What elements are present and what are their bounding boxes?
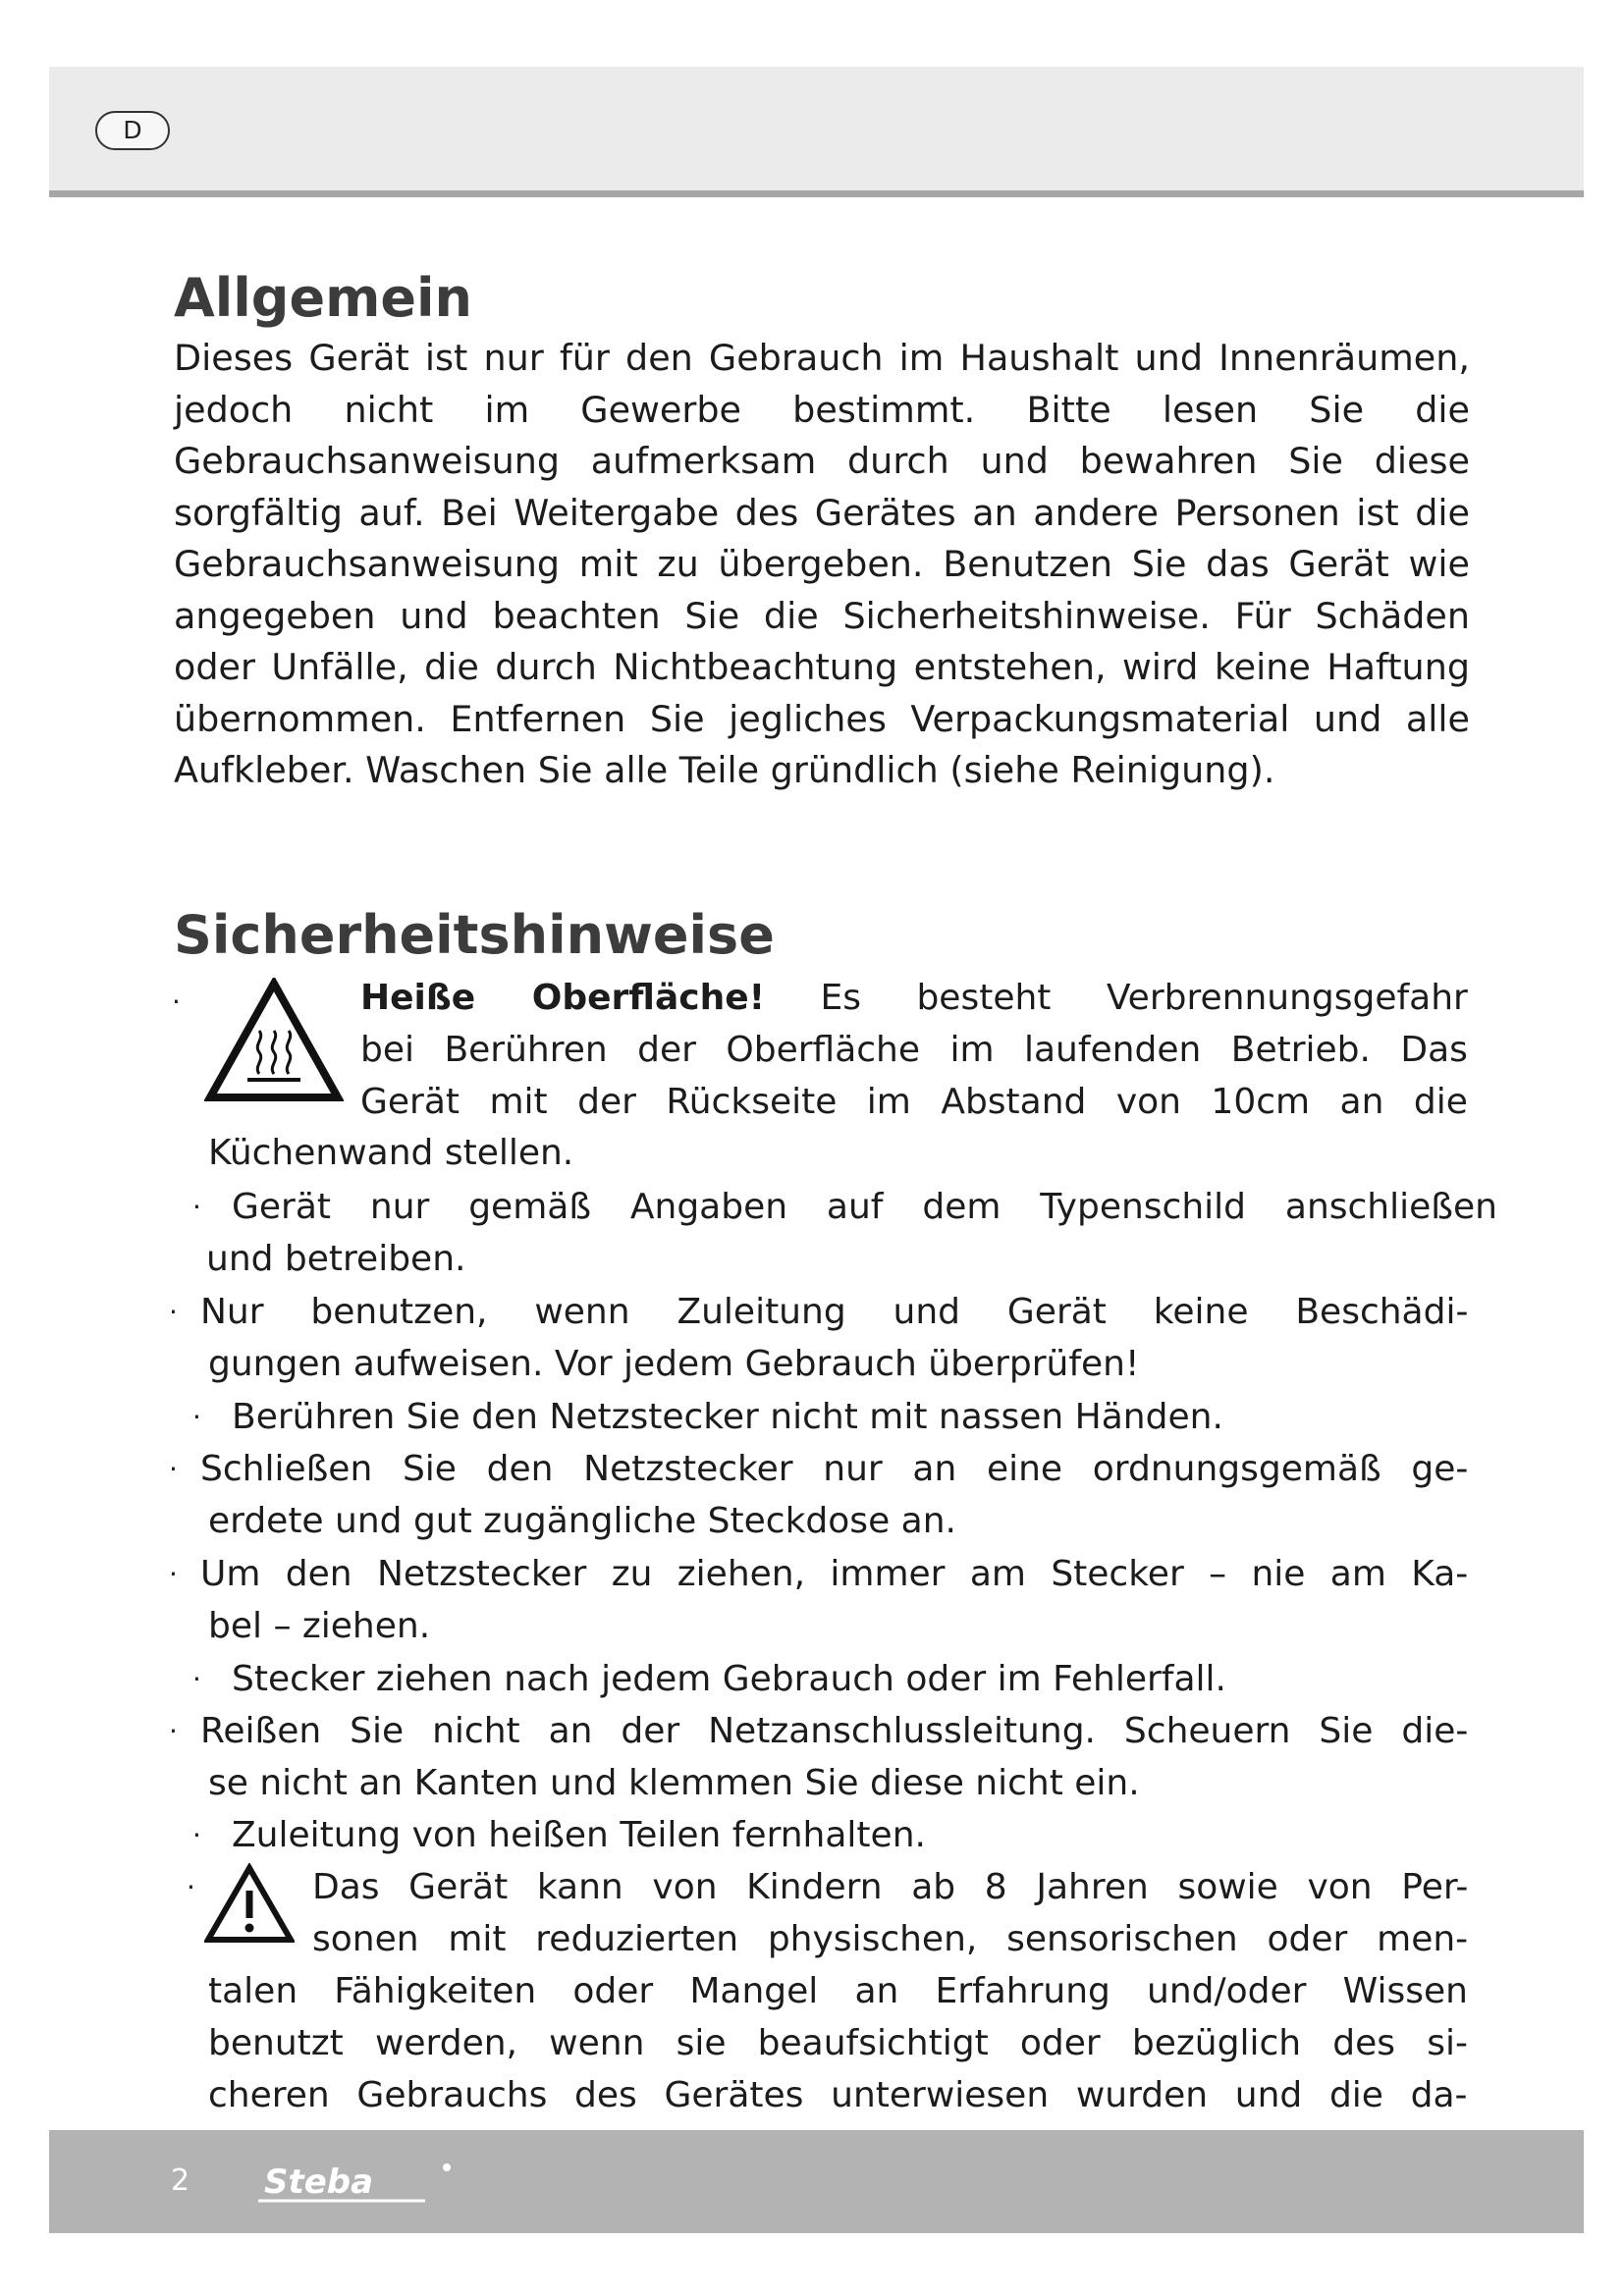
safety-item-5-line-2: erdete und gut zugängliche Steckdose an. bbox=[208, 1501, 956, 1541]
list-bullet: · bbox=[169, 1296, 178, 1328]
safety-item-1-line-2: bei Berühren der Oberfläche im laufenden Betrieb. Das bbox=[360, 1030, 1468, 1070]
exclamation-warning-icon bbox=[204, 1863, 295, 1944]
page-footer bbox=[49, 2130, 1584, 2233]
safety-item-10-line-2: sonen mit reduzierten physischen, sensorischen oder men- bbox=[312, 1919, 1469, 1959]
safety-item-9-line-1: Zuleitung von heißen Teilen fernhalten. bbox=[232, 1815, 926, 1855]
list-bullet: · bbox=[192, 1663, 201, 1695]
safety-item-1-line-4: Küchenwand stellen. bbox=[208, 1133, 574, 1173]
heading-sicherheitshinweise: Sicherheitshinweise bbox=[174, 904, 775, 966]
heading-allgemein: Allgemein bbox=[174, 267, 472, 329]
safety-item-2-line-1: Gerät nur gemäß Angaben auf dem Typenschild anschließen bbox=[232, 1187, 1497, 1227]
safety-item-10-line-3: talen Fähigkeiten oder Mangel an Erfahrung und/oder Wissen bbox=[208, 1971, 1468, 2011]
list-bullet: · bbox=[169, 1715, 178, 1747]
list-bullet: · bbox=[169, 1558, 178, 1590]
list-bullet: · bbox=[169, 1453, 178, 1485]
list-bullet: · bbox=[192, 1819, 201, 1851]
safety-item-10-line-4: benutzt werden, wenn sie beaufsichtigt oder bezüglich des si- bbox=[208, 2023, 1468, 2063]
hot-surface-text: Es besteht Verbrennungsgefahr bbox=[765, 978, 1468, 1018]
safety-item-5-line-1: Schließen Sie den Netzstecker nur an eine ordnungsgemäß ge- bbox=[200, 1449, 1469, 1489]
safety-item-7-line-1: Stecker ziehen nach jedem Gebrauch oder im Fehlerfall. bbox=[232, 1659, 1226, 1699]
list-bullet: · bbox=[187, 1871, 195, 1903]
list-bullet: · bbox=[192, 1401, 201, 1433]
page-number: 2 bbox=[171, 2163, 190, 2198]
safety-item-10-line-1: Das Gerät kann von Kindern ab 8 Jahren sowie von Per- bbox=[312, 1867, 1469, 1907]
page-header bbox=[49, 67, 1584, 197]
steba-logo-text: Steba bbox=[264, 2163, 374, 2202]
safety-list bbox=[0, 972, 1624, 2130]
safety-item-8-line-2: se nicht an Kanten und klemmen Sie diese nicht ein. bbox=[208, 1763, 1140, 1803]
paragraph-allgemein: Dieses Gerät ist nur für den Gebrauch im Haushalt und Innenräumen, jedoch nicht im Gewerbe bestimmt. Bitte lesen Sie die Gebrauchsanweisung aufmerksam durch und bewahren Sie diese sorgfältig auf. Bei Weitergabe des Gerätes an andere Personen ist die Gebrauchsanweisung mit zu übergeben. Benutzen Sie das Gerät wie angegeben und beachten Sie die Sicherheitshinweise. Für Schäden oder Unfälle, die durch Nichtbeachtung entstehen, wird keine Haftung übernommen. Entfernen Sie jegliches Verpackungsmaterial und alle Aufkleber. Waschen Sie alle Teile gründlich (siehe Reinigung). bbox=[174, 337, 1470, 791]
list-bullet: · bbox=[192, 1191, 201, 1223]
safety-item-3-line-2: gungen aufweisen. Vor jedem Gebrauch überprüfen! bbox=[208, 1344, 1140, 1384]
hot-surface-warning-icon bbox=[204, 978, 344, 1103]
safety-item-6-line-2: bel – ziehen. bbox=[208, 1606, 431, 1646]
safety-item-10-line-5: cheren Gebrauchs des Gerätes unterwiesen wurden und die da- bbox=[208, 2075, 1468, 2115]
language-badge: D bbox=[95, 111, 170, 150]
safety-item-4-line-1: Berühren Sie den Netzstecker nicht mit nassen Händen. bbox=[232, 1397, 1223, 1437]
steba-logo bbox=[258, 2158, 474, 2213]
safety-item-2-line-2: und betreiben. bbox=[206, 1239, 466, 1279]
safety-item-3-line-1: Nur benutzen, wenn Zuleitung und Gerät keine Beschädi- bbox=[200, 1292, 1469, 1332]
hot-surface-label: Heiße Oberfläche! bbox=[360, 978, 766, 1018]
list-bullet: · bbox=[172, 986, 181, 1018]
safety-item-8-line-1: Reißen Sie nicht an der Netzanschlussleitung. Scheuern Sie die- bbox=[200, 1711, 1469, 1751]
safety-item-1-line-1 bbox=[360, 972, 1468, 1024]
safety-item-1-line-3: Gerät mit der Rückseite im Abstand von 10cm an die bbox=[360, 1082, 1468, 1122]
safety-item-6-line-1: Um den Netzstecker zu ziehen, immer am Stecker – nie am Ka- bbox=[200, 1554, 1469, 1594]
